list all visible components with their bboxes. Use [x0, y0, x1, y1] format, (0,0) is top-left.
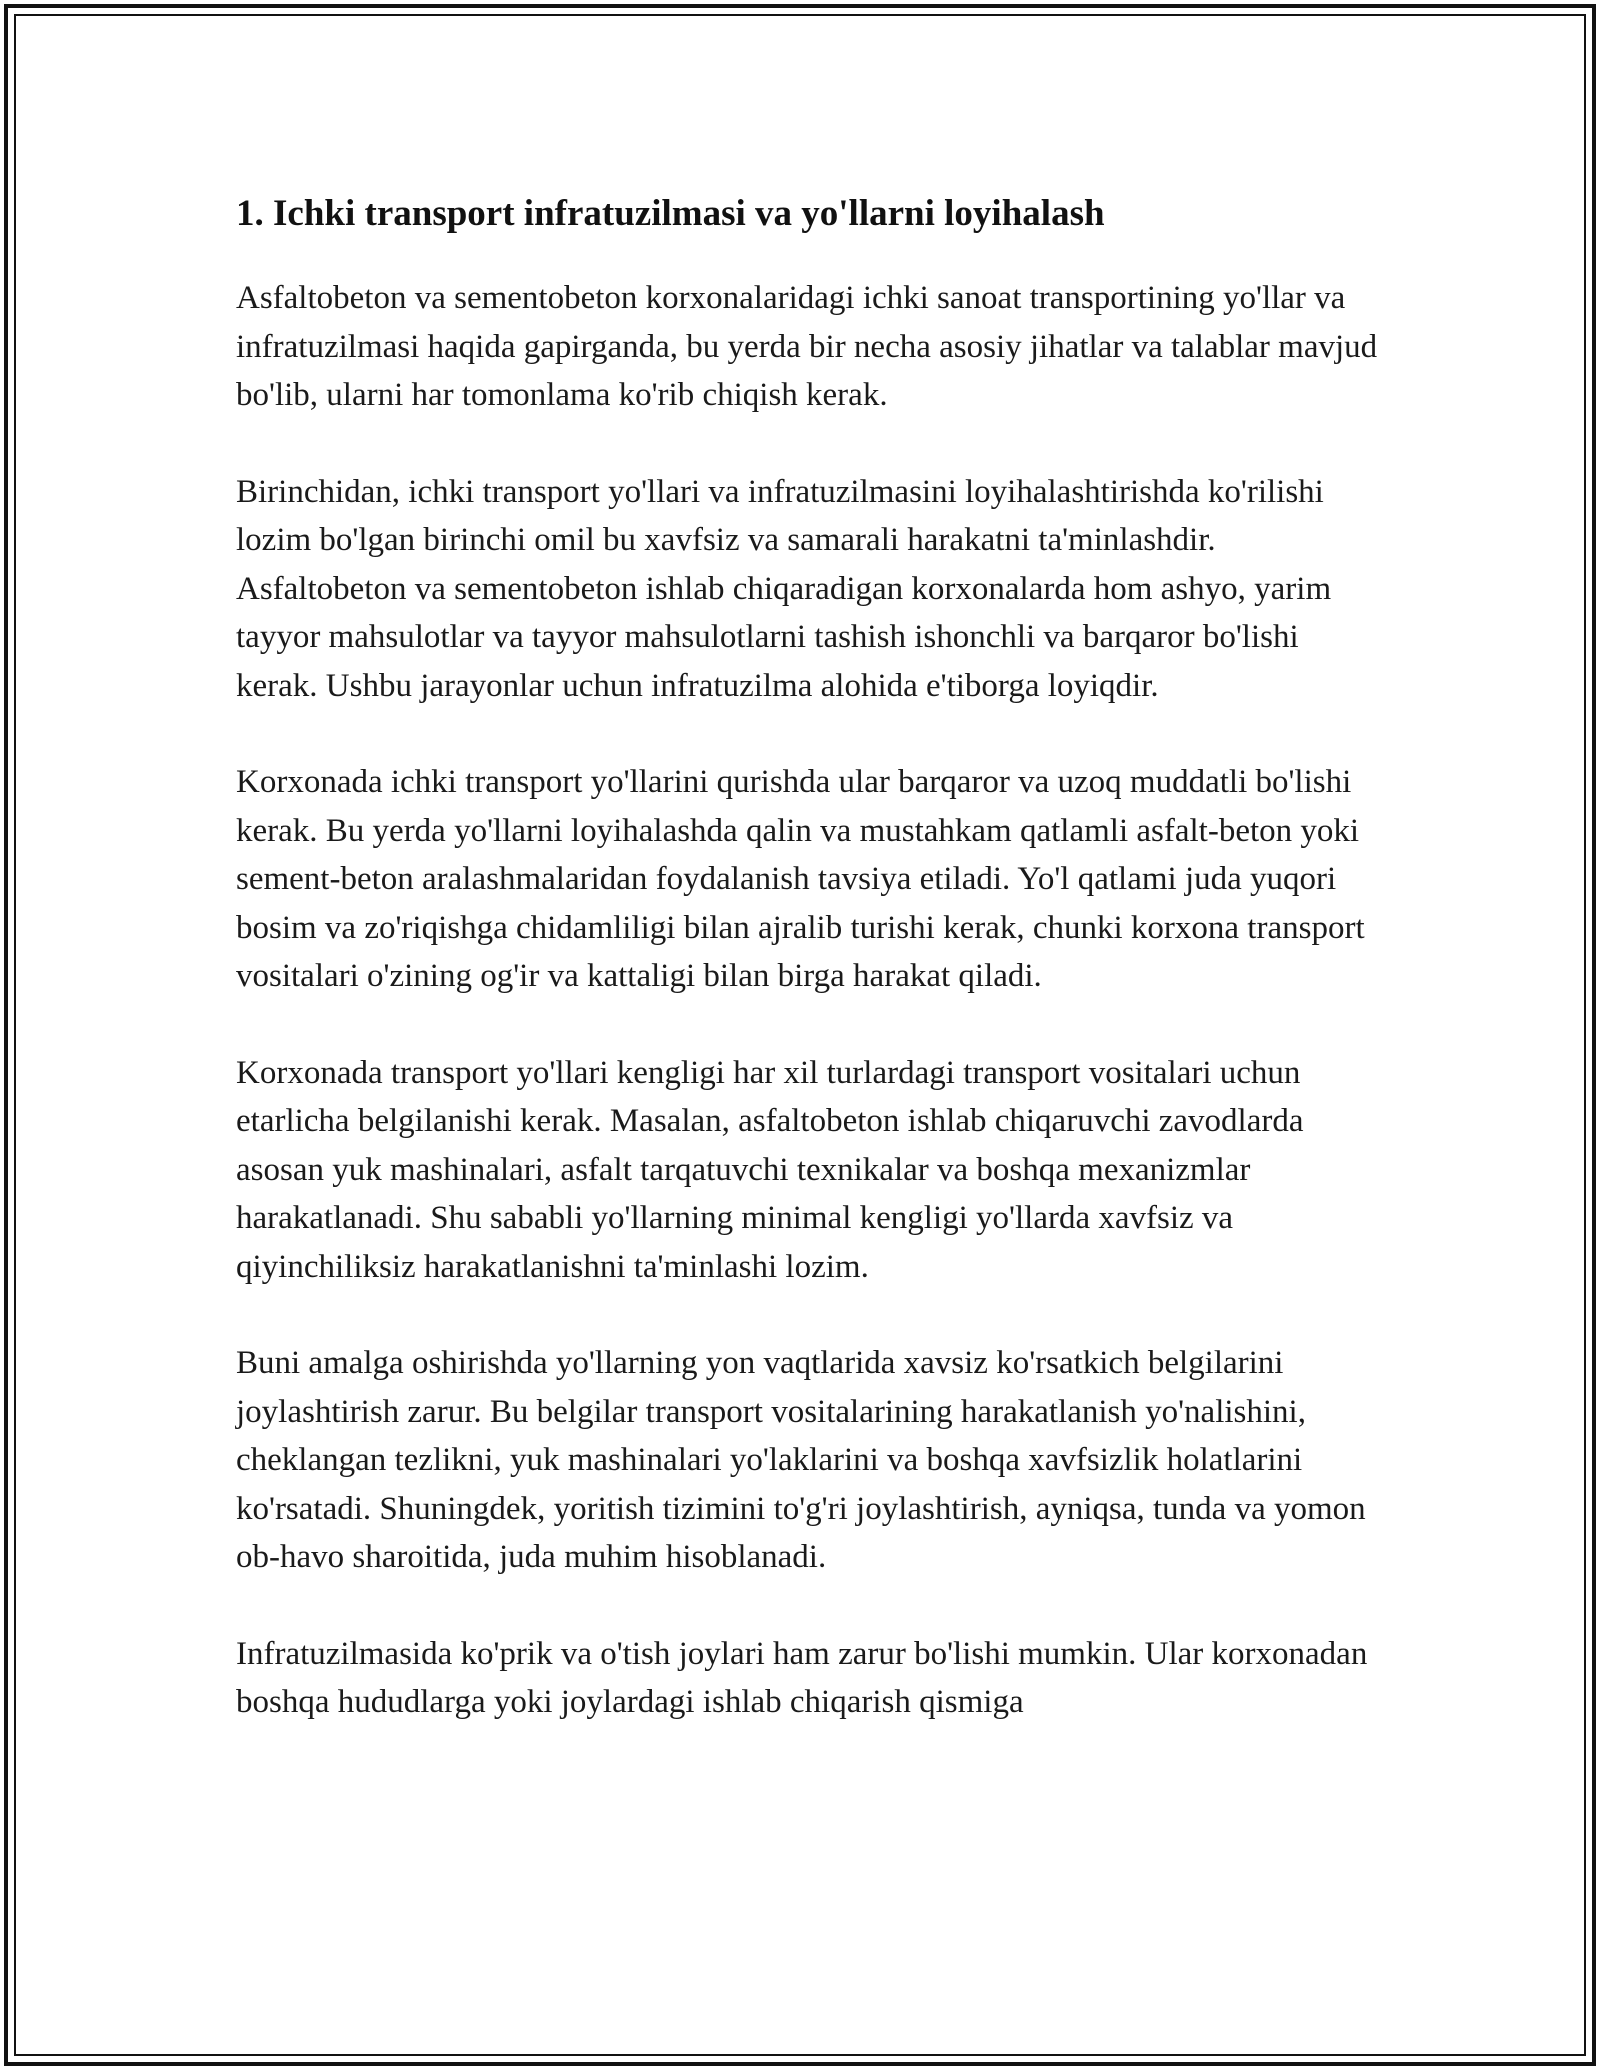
- paragraph-4: Korxonada transport yo'llari kengligi har xil turlardagi transport vositalari uchun etarlicha belgilanishi kerak. Masalan, asfaltobeton ishlab chiqaruvchi zavodlarda asosan yuk mashinalari, asfalt tarqatuvchi texnikalar va boshqa mexanizmlar harakatlanadi. Shu sababli yo'llarning minimal kengligi yo'llarda xavfsiz va qiyinchiliksiz harakatlanishni ta'minlashi lozim.: [236, 1054, 1304, 1285]
- paragraph-6: Infratuzilmasida ko'prik va o'tish joylari ham zarur bo'lishi mumkin. Ular korxonadan boshqa hududlarga yoki joylardagi ishlab chiqarish qismiga: [236, 1635, 1368, 1720]
- paragraph-3: Korxonada ichki transport yo'llarini qurishda ular barqaror va uzoq muddatli bo'lishi kerak. Bu yerda yo'llarni loyihalashda qalin va mustahkam qatlamli asfalt-beton yoki sement-beton aralashmalaridan foydalanish tavsiya etiladi. Yo'l qatlami juda yuqori bosim va zo'riqishga chidamliligi bilan ajralib turishi kerak, chunki korxona transport vositalari o'zining og'ir va kattaligi bilan birga harakat qiladi.: [236, 764, 1365, 994]
- document-body: [236, 188, 1386, 1775]
- section-heading: 1. Ichki transport infratuzilmasi va yo'llarni loyihalash: [236, 193, 1105, 234]
- paragraph-1: Asfaltobeton va sementobeton korxonalaridagi ichki sanoat transportining yo'llar va infratuzilmasi haqida gapirganda, bu yerda bir necha asosiy jihatlar va talablar mavjud bo'lib, ularni har tomonlama ko'rib chiqish kerak.: [236, 280, 1378, 413]
- paragraph-2: Birinchidan, ichki transport yo'llari va infratuzilmasini loyihalashtirishda ko'rilishi lozim bo'lgan birinchi omil bu xavfsiz va samarali harakatni ta'minlashdir. Asfaltobeton va sementobeton ishlab chiqaradigan korxonalarda hom ashyo, yarim tayyor mahsulotlar va tayyor mahsulotlarni tashish ishonchli va barqaror bo'lishi kerak. Ushbu jarayonlar uchun infratuzilma alohida e'tiborga loyiqdir.: [236, 473, 1332, 704]
- paragraph-5: Buni amalga oshirishda yo'llarning yon vaqtlarida xavsiz ko'rsatkich belgilarini joylashtirish zarur. Bu belgilar transport vositalarining harakatlanish yo'nalishini, cheklangan tezlikni, yuk mashinalari yo'laklarini va boshqa xavfsizlik holatlarini ko'rsatadi. Shuningdek, yoritish tizimini to'g'ri joylashtirish, ayniqsa, tunda va yomon ob-havo sharoitida, juda muhim hisoblanadi.: [236, 1345, 1366, 1575]
